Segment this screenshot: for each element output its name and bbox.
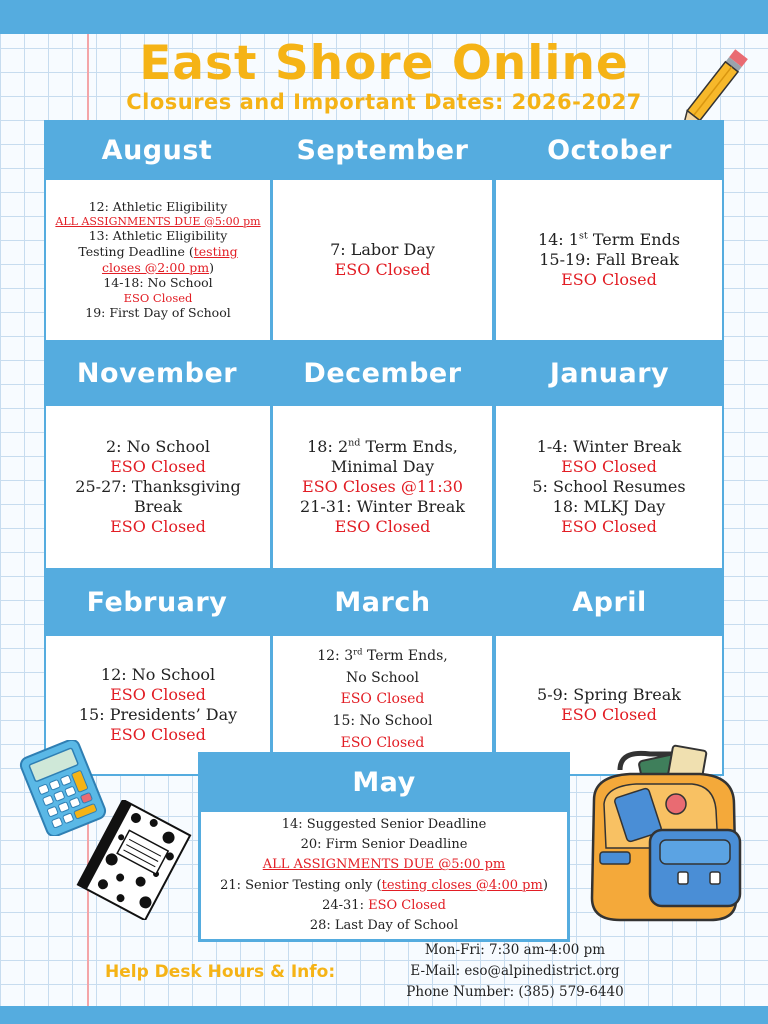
- event-line: 12: Athletic Eligibility: [88, 199, 228, 215]
- help-desk-email[interactable]: E-Mail: eso@alpinedistrict.org: [410, 963, 620, 979]
- event-line: 15: Presidents’ Day: [78, 705, 238, 724]
- august-events: [46, 180, 270, 340]
- event-line: 20: Firm Senior Deadline: [300, 837, 468, 853]
- event-line: [102, 260, 214, 276]
- event-closed: ESO Closed: [110, 725, 206, 744]
- help-desk-info: [380, 940, 650, 1003]
- backpack-icon: [580, 740, 750, 925]
- event-line: [322, 896, 446, 916]
- event-closed: ESO Closed: [561, 457, 657, 476]
- event-line: 18: MLKJ Day: [552, 497, 666, 516]
- event-closed: ESO Closed: [123, 290, 193, 305]
- event-line: 14-18: No School: [103, 275, 213, 291]
- help-desk-label: Help Desk Hours & Info:: [105, 962, 336, 982]
- event-line: Break: [133, 497, 183, 516]
- october-events: [496, 180, 722, 340]
- event-text: 21: Senior Testing only (: [220, 877, 382, 893]
- event-line: 12: No School: [100, 665, 216, 684]
- event-line: [317, 646, 448, 668]
- top-bar: [0, 0, 768, 34]
- month-header-november: November: [76, 357, 238, 389]
- help-desk-phone[interactable]: Phone Number: (385) 579-6440: [406, 984, 624, 1000]
- event-closed: ESO Closed: [110, 457, 206, 476]
- event-text: Testing Deadline (: [78, 244, 194, 260]
- bottom-bar: [0, 1006, 768, 1024]
- event-line: 2: No School: [106, 437, 210, 456]
- ordinal-suffix: nd: [348, 437, 361, 449]
- event-line: 21-31: Winter Break: [300, 497, 465, 516]
- event-text: ): [542, 877, 548, 893]
- event-line: [78, 244, 237, 260]
- month-header-december: December: [303, 357, 462, 389]
- event-line: 5: School Resumes: [532, 477, 686, 496]
- notebook-icon: [74, 800, 194, 920]
- event-line: 28: Last Day of School: [309, 917, 459, 933]
- event-line: 7: Labor Day: [330, 240, 435, 259]
- event-link-text: testing closes @4:00 pm: [381, 877, 543, 893]
- event-line: Minimal Day: [330, 457, 435, 476]
- event-link-text: closes @2:00 pm: [101, 259, 210, 275]
- event-text: 24-31:: [322, 897, 369, 913]
- event-line: 15-19: Fall Break: [539, 250, 679, 269]
- month-header-october: October: [547, 134, 672, 166]
- event-closed: ESO Closed: [334, 260, 431, 279]
- event-line: [220, 876, 548, 896]
- event-line: [307, 437, 458, 457]
- january-events: [496, 406, 722, 568]
- november-events: [46, 406, 270, 568]
- event-text: Term Ends: [587, 230, 681, 249]
- month-header-august: August: [101, 134, 213, 166]
- event-line: ALL ASSIGNMENTS DUE @5:00 pm: [55, 214, 261, 228]
- event-line: [538, 230, 680, 250]
- event-closed: ESO Closes @11:30: [302, 477, 463, 496]
- event-text: 14: 1: [537, 230, 579, 249]
- event-closed: ESO Closed: [561, 270, 657, 289]
- event-line: 13: Athletic Eligibility: [88, 228, 228, 244]
- calendar-grid: [44, 120, 724, 776]
- event-closed: ESO Closed: [334, 517, 431, 536]
- help-desk-hours: Mon-Fri: 7:30 am-4:00 pm: [424, 942, 606, 958]
- month-header-march: March: [334, 586, 431, 618]
- september-events: [273, 180, 492, 340]
- ordinal-suffix: rd: [353, 646, 363, 657]
- event-line: 25-27: Thanksgiving: [75, 477, 241, 496]
- event-text: Term Ends,: [362, 648, 448, 664]
- event-line: 1-4: Winter Break: [536, 437, 682, 456]
- event-closed: ESO Closed: [340, 691, 425, 708]
- page-title: East Shore Online: [139, 36, 629, 91]
- event-closed: ESO Closed: [110, 685, 206, 704]
- event-closed: ESO Closed: [368, 897, 446, 913]
- event-line: 19: First Day of School: [85, 305, 231, 321]
- event-line: 15: No School: [332, 713, 433, 730]
- event-closed: ESO Closed: [561, 517, 657, 536]
- event-closed: ESO Closed: [561, 705, 657, 724]
- event-line: ALL ASSIGNMENTS DUE @5:00 pm: [262, 857, 506, 873]
- event-text: ): [209, 259, 214, 275]
- ordinal-suffix: st: [578, 230, 588, 242]
- december-events: [273, 406, 492, 568]
- month-header-may: May: [352, 766, 416, 798]
- month-header-february: February: [86, 586, 228, 618]
- month-header-april: April: [572, 586, 647, 618]
- event-line: 14: Suggested Senior Deadline: [281, 817, 487, 833]
- event-text: 18: 2: [307, 437, 349, 456]
- may-panel: [198, 752, 570, 942]
- event-text: Term Ends,: [360, 437, 458, 456]
- month-header-january: January: [549, 357, 670, 389]
- event-closed: ESO Closed: [340, 734, 425, 751]
- month-header-september: September: [296, 134, 469, 166]
- may-events: [201, 812, 567, 939]
- event-closed: ESO Closed: [110, 517, 206, 536]
- event-line: No School: [346, 669, 419, 686]
- page-subtitle: Closures and Important Dates: 2026-2027: [126, 90, 642, 114]
- event-link-text: testing: [193, 244, 238, 260]
- event-text: 12: 3: [317, 648, 354, 664]
- event-line: 5-9: Spring Break: [537, 685, 681, 704]
